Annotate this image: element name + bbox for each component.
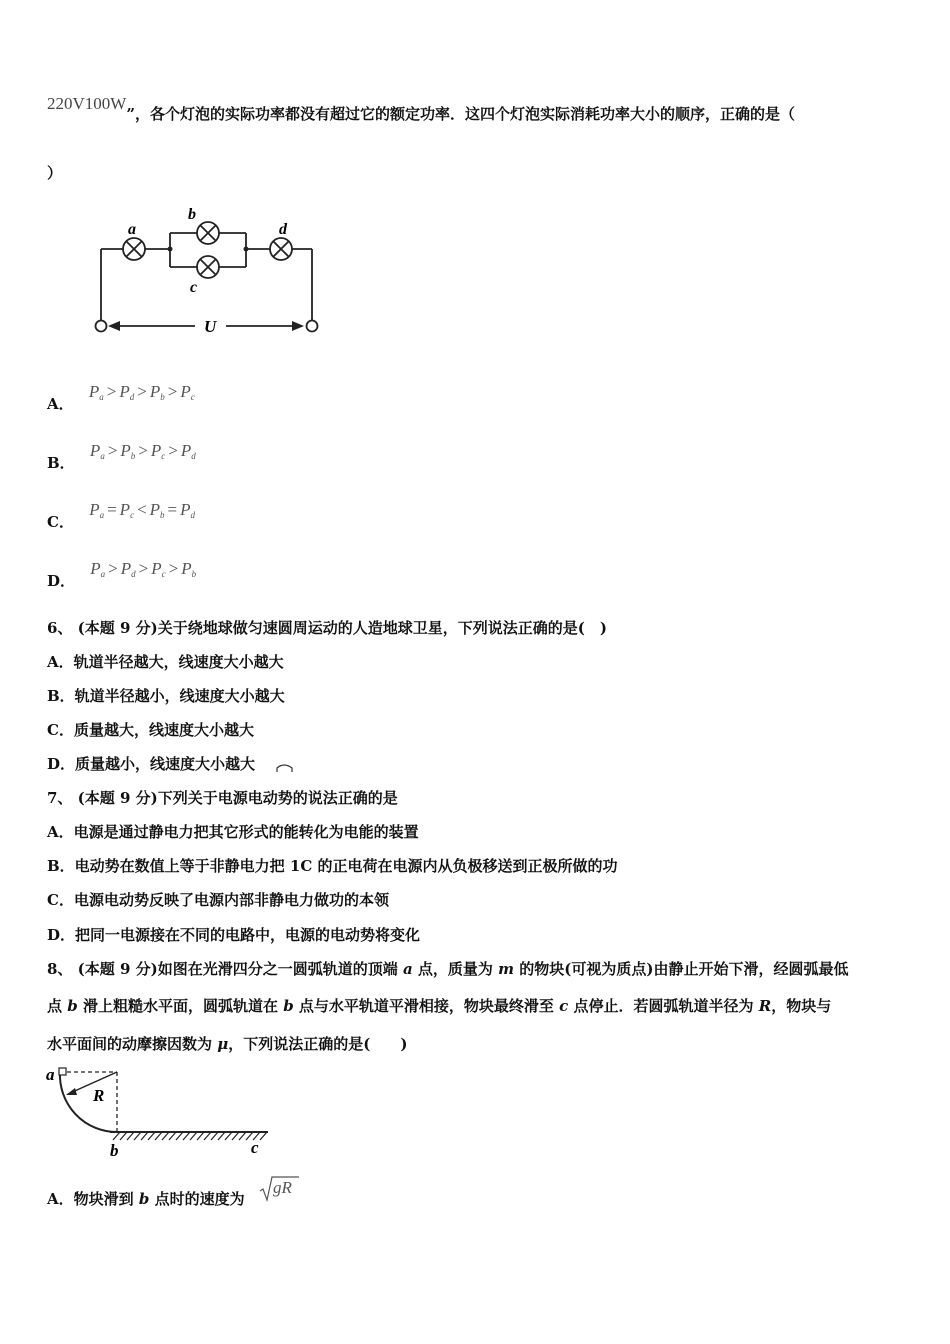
arc-track-diagram: [40, 1062, 280, 1162]
q5-option-c[interactable]: C． $P_a = P_c < P_b = P_d$: [47, 500, 196, 531]
q8-stem-line1: 8、 (本题 9 分)如图在光滑四分之一圆弧轨道的顶端 a 点，质量为 m 的物块(可视为质点)由静止开始下滑，经圆弧最低: [47, 960, 849, 978]
q7-option-c[interactable]: C．电源电动势反映了电源内部非静电力做功的本领: [47, 891, 389, 909]
q6-option-b[interactable]: B．轨道半径越小，线速度大小越大: [47, 687, 285, 705]
q6-option-c[interactable]: C．质量越大，线速度大小越大: [47, 721, 254, 739]
mark-icon: [276, 762, 294, 774]
rated-value: 220V100W: [47, 94, 127, 113]
q5-stem-text: ”，各个灯泡的实际功率都没有超过它的额定功率．这四个灯泡实际消耗功率大小的顺序，正确的是（: [126, 105, 795, 123]
q5-stem-close: ）: [47, 164, 63, 182]
q5-option-d[interactable]: D． $P_a > P_d > P_c > P_b$: [47, 559, 197, 590]
q8-stem-line2: 点 b 滑上粗糙水平面，圆弧轨道在 b 点与水平轨道平滑相接，物块最终滑至 c 点停止．若圆弧轨道半径为 R，物块与: [47, 997, 832, 1015]
fig-label-c: c: [251, 1138, 259, 1157]
q8-stem-line3: 水平面间的动摩擦因数为 μ，下列说法正确的是( ): [47, 1035, 408, 1053]
q5-option-b[interactable]: B． $P_a > P_b > P_c > P_d$: [47, 441, 196, 472]
q7-stem: 7、 (本题 9 分)下列关于电源电动势的说法正确的是: [47, 789, 398, 807]
formula-a: $P_a > P_d > P_b > P_c$: [88, 382, 195, 402]
label-a: a: [128, 221, 136, 238]
formula-b: $P_a > P_b > P_c > P_d$: [89, 441, 196, 461]
q5-stem-line1: [47, 94, 795, 124]
label-b: b: [188, 206, 196, 223]
q7-option-d[interactable]: D．把同一电源接在不同的电路中，电源的电动势将变化: [47, 926, 421, 944]
formula-c: $P_a = P_c < P_b = P_d$: [89, 500, 196, 520]
label-c: c: [190, 279, 198, 296]
circuit-diagram: [80, 200, 340, 350]
q8-option-a[interactable]: A．物块滑到 b 点时的速度为: [47, 1190, 245, 1208]
fig-label-a: a: [46, 1065, 55, 1084]
q7-option-b[interactable]: B．电动势在数值上等于非静电力把 1C 的正电荷在电源内从负极移送到正极所做的功: [47, 857, 618, 875]
label-d: d: [279, 221, 287, 238]
formula-d: $P_a > P_d > P_c > P_b$: [90, 559, 197, 579]
rough-surface-hatching: [113, 1132, 267, 1140]
fig-label-r: R: [93, 1086, 105, 1105]
q6-option-a[interactable]: A．轨道半径越大，线速度大小越大: [47, 653, 284, 671]
block-icon: [59, 1068, 66, 1075]
label-u: U: [204, 317, 217, 336]
q6-stem: 6、 (本题 9 分)关于绕地球做匀速圆周运动的人造地球卫星，下列说法正确的是( ): [47, 619, 607, 637]
q6-option-d[interactable]: D．质量越小，线速度大小越大: [47, 755, 256, 773]
q7-option-a[interactable]: A．电源是通过静电力把其它形式的能转化为电能的装置: [47, 823, 419, 841]
q5-option-a[interactable]: A． $P_a > P_d > P_b > P_c$: [47, 382, 195, 413]
fig-label-b: b: [110, 1141, 119, 1160]
